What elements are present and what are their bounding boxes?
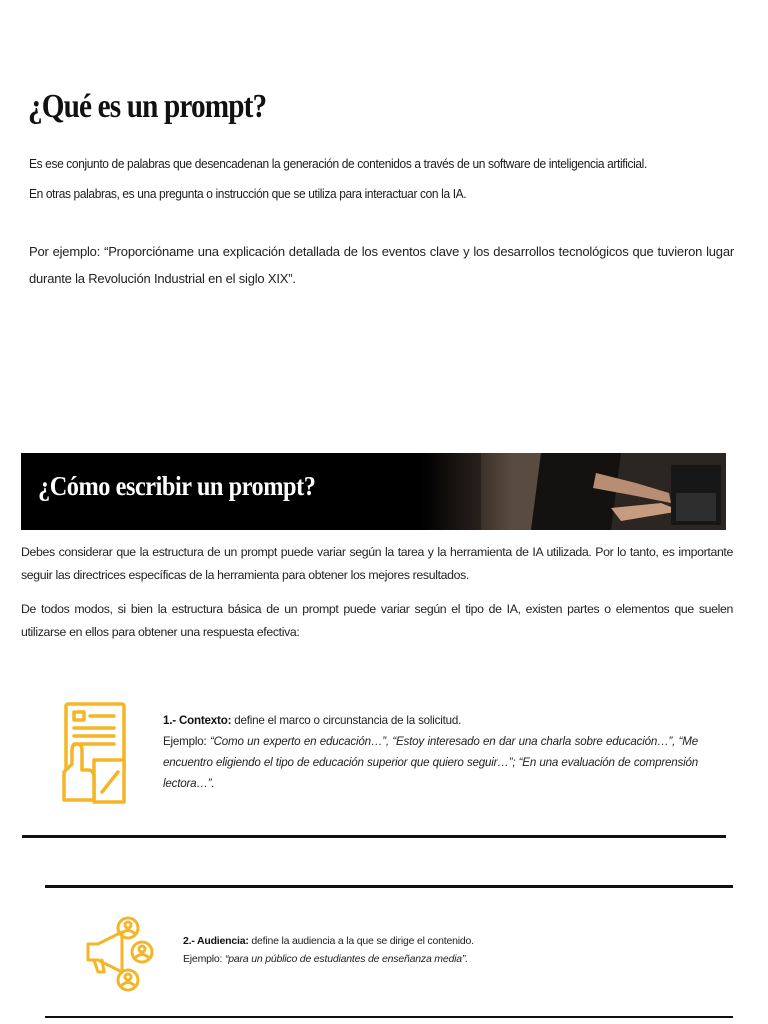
banner-photo xyxy=(421,453,726,530)
audience-example-prefix: Ejemplo: xyxy=(183,953,225,965)
document-hand-icon xyxy=(58,700,130,806)
audience-definition xyxy=(183,932,703,950)
audience-label: 2.- Audiencia: xyxy=(183,935,249,947)
audience-example-text: “para un público de estudiantes de enseñanza media”. xyxy=(224,953,468,965)
how-to-write-banner xyxy=(21,453,726,530)
intro-line-2: En otras palabras, es una pregunta o instrucción que se utiliza para interactuar con la IA. xyxy=(29,186,467,201)
intro-line-1: Es ese conjunto de palabras que desencadenan la generación de contenidos a través de un software de inteligencia artificial. xyxy=(29,156,647,171)
context-example-text: “Como un experto en educación…”, “Estoy interesado en dar una charla sobre educación…”, “Me encuentro eligiendo el tipo de educación superior que quiero seguir…”; “En una evaluación de comprensión lectora…”. xyxy=(163,735,698,790)
section-title-what-is-prompt: ¿Qué es un prompt? xyxy=(28,88,267,125)
divider xyxy=(45,1016,733,1018)
divider xyxy=(45,885,733,888)
context-definition xyxy=(163,710,698,731)
audience-example xyxy=(183,950,703,968)
context-example xyxy=(163,731,698,794)
context-label: 1.- Contexto: xyxy=(163,714,232,727)
megaphone-people-icon xyxy=(82,914,162,994)
audience-definition-text: define la audiencia a la que se dirige el contenido. xyxy=(248,935,474,947)
prompt-example-paragraph: Por ejemplo: “Proporcióname una explicación detallada de los eventos clave y los desarrollos tecnológicos que tuvieron lugar durante la Revolución Industrial en el siglo XIX”. xyxy=(29,244,734,286)
structure-paragraph: Debes considerar que la estructura de un prompt puede variar según la tarea y la herramienta de IA utilizada. Por lo tanto, es importante seguir las directrices específicas de la herramienta para obtener los mejores resultados. xyxy=(21,545,733,582)
divider xyxy=(22,835,726,838)
context-definition-text: define el marco o circunstancia de la solicitud. xyxy=(231,714,462,727)
context-example-prefix: Ejemplo: xyxy=(163,735,210,748)
banner-title: ¿Cómo escribir un prompt? xyxy=(38,471,316,501)
elements-paragraph: De todos modos, si bien la estructura básica de un prompt puede variar según el tipo de IA, existen partes o elementos que suelen utilizarse en ellos para obtener una respuesta efectiva: xyxy=(21,602,733,639)
